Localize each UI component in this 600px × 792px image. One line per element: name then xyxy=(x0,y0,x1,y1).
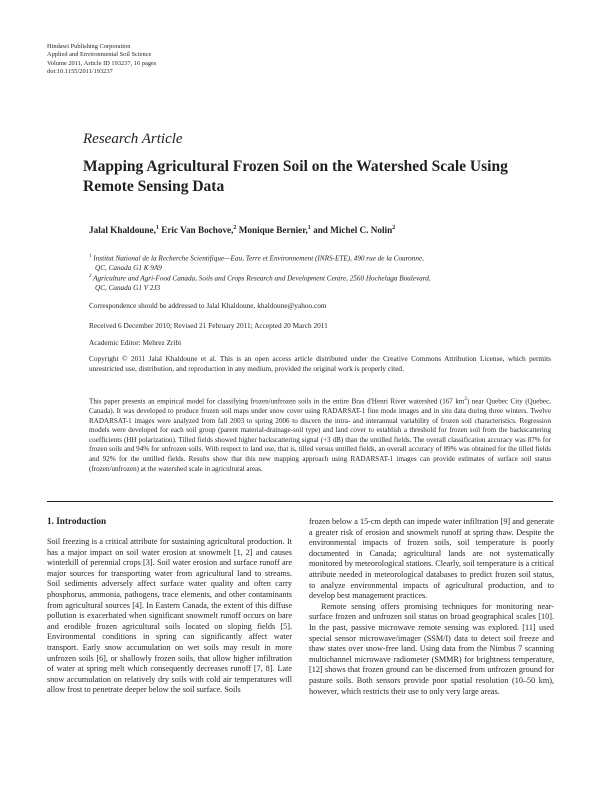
section-divider xyxy=(47,501,553,502)
affiliation-mark: 2 xyxy=(89,274,92,279)
author-list xyxy=(89,225,395,235)
publisher: Hindawi Publishing Corporation xyxy=(47,43,131,50)
affiliation-text: Agriculture and Agri-Food Canada, Soils and Crops Research and Development Centre, 2560 Hochelaga Boulevard, xyxy=(93,274,431,283)
author-affil-mark: 1 xyxy=(155,225,159,231)
affiliation-text: Institut National de la Recherche Scientifique—Eau, Terre et Environnement (INRS-ETE), 490 rue de la Couronne, xyxy=(93,254,424,263)
paragraph: frozen below a 15-cm depth can impede water infiltration [9] and generate a greater risk of erosion and snowmelt runoff at spring thaw. Despite the environmental impacts of frozen soils, soil temperature is poorly documented in Canada; agricultural lands are not systematically monitored by meteorological stations. Clearly, soil temperature is a critical attribute needed in meteorological databases to predict frozen soil status, to analyze environmental impacts of agricultural production, and to develop best management practices. xyxy=(309,517,554,601)
academic-editor: Academic Editor: Mehrez Zribi xyxy=(89,338,182,347)
abstract-text: ) near Quebec City (Quebec, Canada). It was developed to produce frozen soil maps under snow cover using RADARSAT-1 fine mode images and in situ data during three winters. Twelve RADARSAT-1 images were analyzed from fall 2003 to spring 2006 to discern the intra- and interannual variability of frozen soil characteristics. Regression models were developed for each soil group (parent material-drainage-soil type) and land cover to establish a threshold for frozen soil from the backscattering coefficients (HH polarization). Tilled fields showed higher backscattering signal (+3 dB) than the untilled fields. The overall classification accuracy was 87% for frozen soils and 94% for unfrozen soils. With respect to land use, that is, tilled versus untilled fields, an overall accuracy of 89% was obtained for the tilled fields and 92% for the untilled fields. Results show that this new mapping approach using RADARSAT-1 images can provide estimates of surface soil status (frozen/unfrozen) at the watershed scale in agricultural areas. xyxy=(89,397,551,473)
doi: doi:10.1155/2011/193237 xyxy=(47,68,113,76)
affiliation-text: QC, Canada G1 K 9A9 xyxy=(95,263,162,272)
copyright-notice: Copyright © 2011 Jalal Khaldoune et al. This is an open access article distributed under the Creative Commons Attribution License, which permits unrestricted use, distribution, and reproduction in any medium, provided the original work is properly cited. xyxy=(89,354,551,373)
abstract-superscript: 2 xyxy=(464,397,467,402)
abstract-text: This paper presents an empirical model for classifying frozen/unfrozen soils in the entire Bras d'Henri River watershed (167 km xyxy=(89,397,465,406)
journal-header xyxy=(47,43,156,77)
author-affil-mark: 2 xyxy=(233,225,237,231)
paper-title: Mapping Agricultural Frozen Soil on the Watershed Scale Using Remote Sensing Data xyxy=(83,158,508,195)
right-column xyxy=(309,517,554,697)
author-name: Jalal Khaldoune, xyxy=(89,225,156,236)
section-heading: 1. Introduction xyxy=(47,516,107,526)
author-affil-mark: 2 xyxy=(392,225,396,231)
volume-info: Volume 2011, Article ID 193237, 16 pages xyxy=(47,59,157,67)
author-affil-mark: 1 xyxy=(307,225,311,231)
article-dates: Received 6 December 2010; Revised 21 February 2011; Accepted 20 March 2011 xyxy=(89,321,328,330)
correspondence: Correspondence should be addressed to Jalal Khaldoune, khaldoune@yahoo.com xyxy=(89,301,327,310)
affiliation-mark: 1 xyxy=(89,254,92,259)
paragraph: Remote sensing offers promising techniques for monitoring near-surface frozen and unfrozen soil status on broad geographical scales [10]. In the past, passive microwave remote sensing was explored. [11] used special sensor microwave/imager (SSM/I) data to detect soil freeze and thaw states over snow-free land. Using data from the Nimbus 7 scanning multichannel microwave radiometer (SMMR) for brightness temperature, [12] shows that frozen ground can be discerned from unfrozen ground for pasture soils. Both sensors provide poor spatial resolution (10–50 km), however, which restricts their use to only very large areas. xyxy=(309,601,554,696)
paragraph: Soil freezing is a critical attribute for sustaining agricultural production. It has a major impact on soil water erosion at snowmelt [1, 2] and causes winterkill of perennial crops [3]. Soil water erosion and surface runoff are major sources for transporting water from agricultural land to streams. Soil sediments adversely affect surface water quality and often carry phosphorus, ammonia, pathogens, trace elements, and other contaminants from agricultural sources [4]. In Eastern Canada, the extent of this diffuse pollution is exacerbated when significant snowmelt runoff occurs on bare and erodible frozen agricultural soils located on sloping fields [5]. Environmental conditions in spring can significantly affect water transport. Early snow accumulation on wet soils may result in more unfrozen soils [6], or shallowly frozen soils, that allow higher infiltration of water at spring melt which consequently decreases runoff [7, 8]. Late snow accumulation on relatively dry soils with cold air temperatures will allow frost to penetrate deeper below the soil surface. Soils xyxy=(47,537,292,695)
left-column xyxy=(47,515,292,696)
author-name: and Michel C. Nolin xyxy=(310,225,393,236)
journal-name: Applied and Environmental Soil Science xyxy=(47,51,152,59)
author-name: Monique Bernier, xyxy=(236,225,308,236)
author-name: Eric Van Bochove, xyxy=(158,225,234,236)
article-type: Research Article xyxy=(83,131,183,147)
affiliation xyxy=(89,252,539,274)
affiliation-text: QC, Canada G1 V 2J3 xyxy=(95,283,161,292)
abstract xyxy=(89,395,551,474)
affiliation xyxy=(89,272,539,294)
